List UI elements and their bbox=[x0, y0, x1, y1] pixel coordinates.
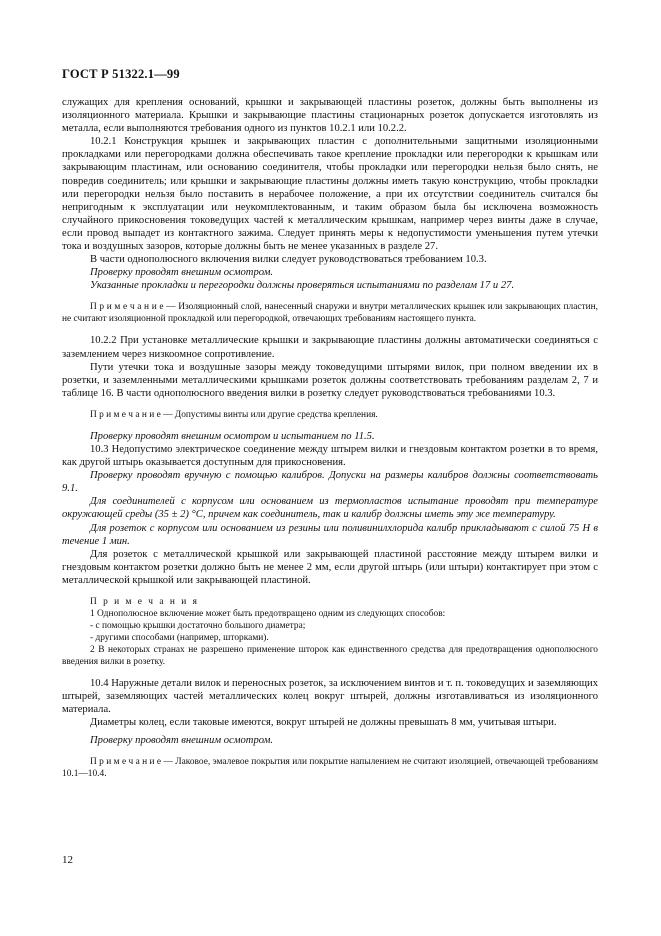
document-header: ГОСТ Р 51322.1—99 bbox=[62, 67, 180, 81]
paragraph-10-2-1: 10.2.1 Конструкция крышек и закрывающих пластин с дополнительными защитными изоляционными прокладками или перегородками должна обеспечивать такое крепление прокладки или перегородки к крышкам или закрывающим пластинам, или основанию соединителя, чтобы прокладки или перегородки нельзя было снять, не повредив соединитель; или крышки и закрывающие пластины должны иметь такую конструкцию, чтобы прокладки или перегородки нельзя было поставить в нерабочее положение, а при их отсутствии соединитель считался бы непригодным к эксплуатации или неукомплектованным, и таким образом была бы исключена возможность случайного прикосновения токоведущих частей к металлическим крышкам, например через винты даже в случае, если провод выпадет из контактного зажима. Следует принять меры к недопустимости уменьшения путем утечки тока и воздушных зазоров, которые должны быть не менее указанных в разделе 27. bbox=[62, 136, 598, 253]
note-text: — Лаковое, эмалевое покрытия или покрытие напылением не считают изоляцией, отвечающей требованиям 10.1—10.4. bbox=[62, 757, 599, 780]
paragraph: Для розеток с металлической крышкой или закрывающей пластиной расстояние между штырем вилки и гнездовым контактом розетки должно быть не менее 2 мм, если другой штырь (или штыри) контактирует при этом с металлической крышкой или закрывающей пластиной. bbox=[62, 548, 598, 586]
check-statement: Проверку проводят внешним осмотром. bbox=[90, 267, 274, 279]
check-statement: Для соединителей с корпусом или основанием из термопластов испытание проводят при температуре окружающей среды (35 ± 2) °С, причем как соединитель, так и калибр должны иметь эту же температуру. bbox=[62, 496, 598, 521]
note-item: - другими способами (например, шторками). bbox=[90, 633, 269, 643]
paragraph-10-4: 10.4 Наружные детали вилок и переносных розеток, за исключением винтов и т. п. токоведущих и заземляющих штырей, заземляющих частей металлических колец вокруг штырей, должны изготавливаться из изоляционного материала. bbox=[62, 678, 598, 716]
paragraph-10-3: 10.3 Недопустимо электрическое соединение между штырем вилки и гнездовым контактом розетки в то время, как другой штырь оказывается доступным для прикосновения. bbox=[62, 443, 598, 469]
check-statement: Для розеток с корпусом или основанием из резины или поливинилхлорида калибр прикладывают с силой 75 Н в течение 1 мин. bbox=[62, 522, 598, 547]
paragraph: служащих для крепления оснований, крышки и закрывающей пластины розеток, должны быть выполнены из изоляционного материала. Крышки и закрывающие пластины стационарных розеток допускается изготовлять из металла, если выполняются требования одного из пунктов 10.2.1 или 10.2.2. bbox=[62, 97, 598, 135]
note-text: — Допустимы винты или другие средства крепления. bbox=[160, 409, 378, 420]
notes-title: П р и м е ч а н и я bbox=[90, 597, 199, 607]
check-statement: Проверку проводят внешним осмотром и испытанием по 11.5. bbox=[90, 430, 375, 442]
page-number: 12 bbox=[62, 854, 73, 866]
note-label: П р и м е ч а н и е bbox=[90, 757, 162, 768]
paragraph-10-2-2: 10.2.2 При установке металлические крышки и закрывающие пластины должны автоматически соединяться с заземлением через низкоомное сопротивление. bbox=[62, 335, 598, 360]
note-label: П р и м е ч а н и е bbox=[90, 409, 161, 420]
check-statement: Проверку проводят вручную с помощью калибров. Допуски на размеры калибров должны соответствовать 9.1. bbox=[62, 470, 598, 495]
note-item: 1 Однополюсное включение может быть предотвращено одним из следующих способов: bbox=[90, 609, 446, 619]
paragraph: Диаметры колец, если таковые имеются, вокруг штырей не должны превышать 8 мм, учитывая штыри. bbox=[90, 717, 557, 729]
paragraph: В части однополюсного включения вилки следует руководствоваться требованием 10.3. bbox=[90, 254, 487, 266]
note bbox=[62, 301, 598, 325]
note bbox=[62, 756, 598, 780]
note-label: П р и м е ч а н и е bbox=[90, 302, 164, 313]
check-statement: Проверку проводят внешним осмотром. bbox=[90, 735, 274, 747]
note-item: 2 В некоторых странах не разрешено применение шторок как единственного средства для предотвращения однополюсного введения вилки в розетку. bbox=[62, 645, 598, 667]
check-statement: Указанные прокладки и перегородки должны проверяться испытаниями по разделам 17 и 27. bbox=[90, 280, 515, 292]
document-body bbox=[62, 96, 598, 780]
note bbox=[62, 409, 598, 421]
notes-list bbox=[62, 596, 598, 668]
note-text: — Изоляционный слой, нанесенный снаружи и внутри металлических крышек или закрывающих пластин, не считают изоляционной прокладкой или перегородкой, отвечающих требованиям настоящего пункта. bbox=[62, 302, 599, 325]
note-item: - с помощью крышки достаточно большого диаметра; bbox=[90, 621, 306, 631]
paragraph: Пути утечки тока и воздушные зазоры между токоведущими штырями вилок, при полном введении их в розетки, и заземленными металлическими крышками розеток должны соответствовать требованиям разделам 2, 7 и таблице 16. В части однополюсного введения вилки в розетку следует руководствоваться требованиями 10.3. bbox=[62, 361, 598, 399]
